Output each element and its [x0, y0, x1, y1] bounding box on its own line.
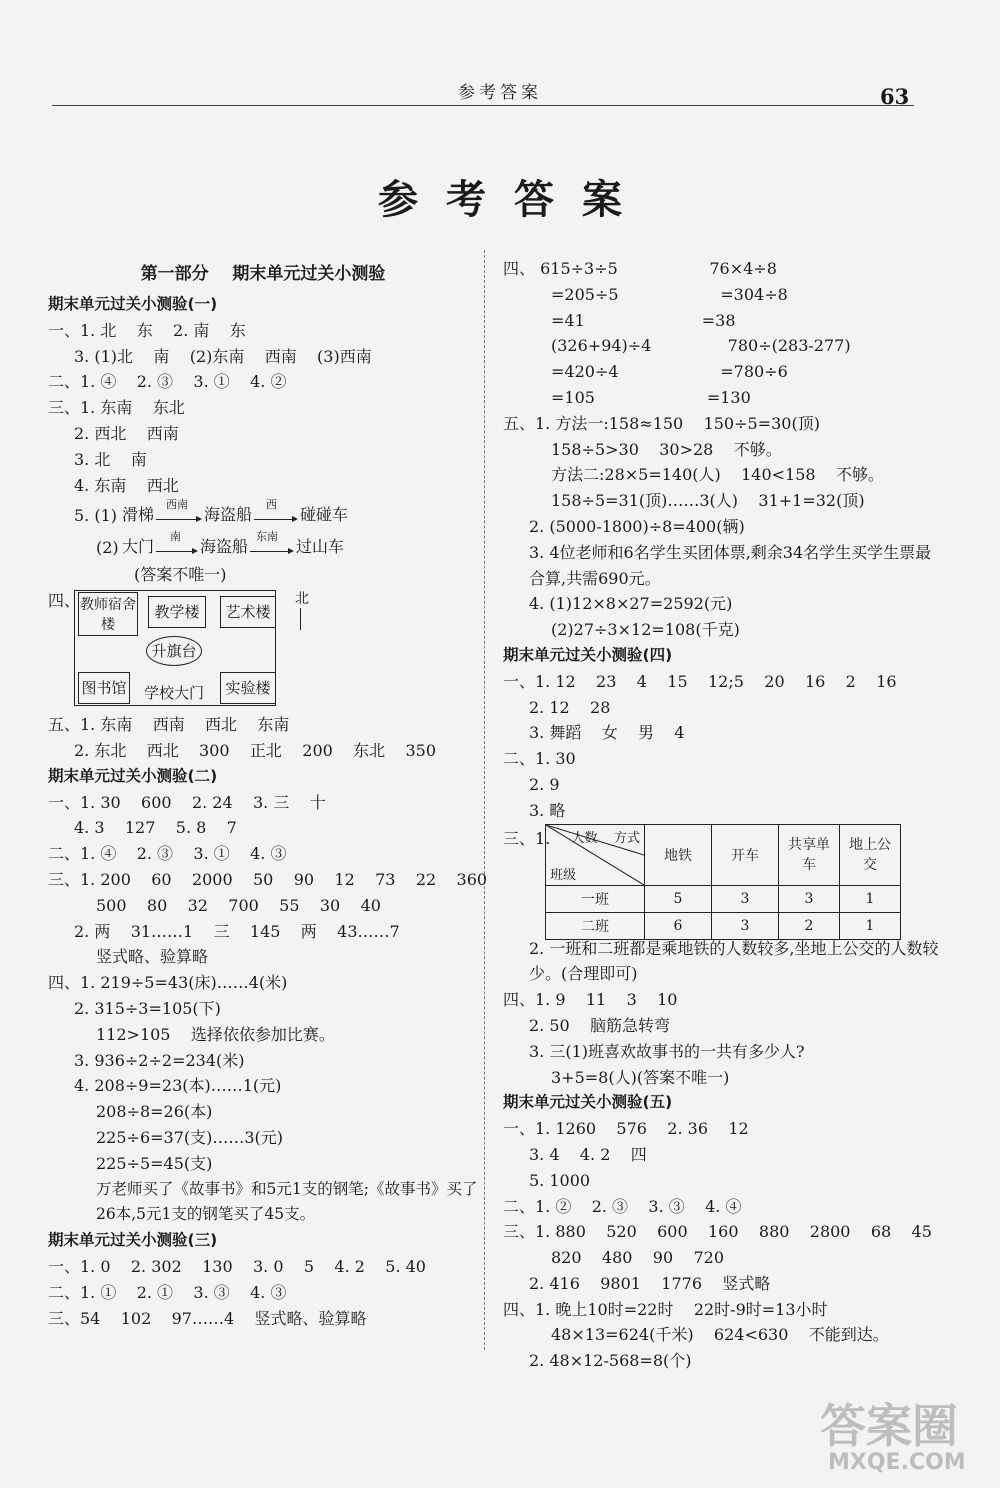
answer-line: 一、1. 30 600 2. 24 3. 三 十 [48, 792, 326, 812]
answer-line: 2. 两 31……1 三 145 两 43……7 [74, 921, 400, 941]
answer-line: 4. (1)12×8×27=2592(元) [529, 594, 733, 614]
watermark-url: MXQE.COM [828, 1450, 966, 1475]
table-cell: 2 [779, 912, 840, 939]
corner-label-top: 人数 方式 [571, 830, 640, 846]
route-direction: 西南 [166, 498, 188, 512]
answer-line: 158÷5>30 30>28 不够。 [551, 439, 782, 459]
answer-line: 三、1. 880 520 600 160 880 2800 68 45 [503, 1222, 932, 1242]
header-title: 参考答案 [458, 83, 542, 103]
answer-line: 2. 50 脑筋急转弯 [529, 1015, 671, 1035]
answer-line: =41 =38 [551, 310, 736, 330]
answer-line: 二、1. ② 2. ③ 3. ③ 4. ④ [503, 1196, 742, 1216]
answer-line: 2. 12 28 [529, 697, 611, 717]
answer-line: 2. 9 [529, 774, 560, 794]
answer-line: 五、1. 方法一:158≈150 150÷5=30(顶) [503, 413, 820, 433]
section-title: 期末单元过关小测验(四) [503, 645, 673, 664]
answer-line: 二、1. ④ 2. ③ 3. ① 4. ② [48, 372, 287, 392]
answer-line: 3. (1)北 南 (2)东南 西南 (3)西南 [74, 346, 372, 366]
answer-line: =420÷4 =780÷6 [551, 362, 788, 382]
answer-line: 48×13=624(千米) 624<630 不能到达。 [551, 1325, 889, 1345]
answer-line: 2. 315÷3=105(下) [74, 998, 221, 1018]
answer-line: 4. 3 127 5. 8 7 [74, 818, 237, 838]
answer-line: 三、1. 东南 东北 [48, 398, 185, 418]
column-divider [484, 250, 485, 1350]
table-cell: 1 [840, 885, 901, 912]
table-header: 地上公交 [840, 824, 901, 885]
north-label: 北 [295, 591, 309, 608]
map-prefix: 四、 [48, 591, 81, 611]
table-header: 地铁 [645, 824, 712, 885]
answer-line: 3+5=8(人)(答案不唯一) [551, 1067, 730, 1087]
answer-line: =105 =130 [551, 387, 751, 407]
table-cell: 1 [840, 912, 901, 939]
library-building: 图书馆 [78, 672, 130, 704]
main-title: 参考答案 [378, 177, 650, 223]
answer-line: 3. 三(1)班喜欢故事书的一共有多少人? [529, 1041, 805, 1061]
answer-line: 四、 615÷3÷5 76×4÷8 [503, 259, 777, 278]
answer-line: 三、1. 200 60 2000 50 90 12 73 22 360 [48, 869, 488, 889]
travel-table-block [503, 824, 943, 936]
page-number: 63 [880, 84, 910, 109]
watermark-logo: 答案圈 [820, 1399, 958, 1453]
answer-line: 2. 东北 西北 300 正北 200 东北 350 [74, 740, 437, 760]
answer-line: 3. 4位老师和6名学生买团体票,剩余34名学生买学生票最合算,共需690元。 [529, 542, 932, 588]
answer-line: 竖式略、验算略 [96, 947, 209, 967]
table-cell: 5 [645, 885, 712, 912]
section-title: 期末单元过关小测验(一) [48, 295, 218, 313]
answer-line: 二、1. 30 [503, 749, 576, 769]
table-cell: 3 [779, 885, 840, 912]
answer-line: (326+94)÷4 780÷(283-277) [551, 336, 851, 356]
answer-line: 3. 936÷2÷2=234(米) [74, 1050, 245, 1070]
route-point: 碰碰车 [300, 505, 349, 525]
answer-line: 112>105 选择依依参加比赛。 [96, 1024, 335, 1044]
left-column [48, 256, 488, 1331]
answer-line: 2. (5000-1800)÷8=400(辆) [529, 516, 745, 536]
answer-line: (2)27÷3×12=108(千克) [551, 620, 740, 640]
campus-map [48, 588, 478, 712]
answer-line: 2. 48×12-568=8(个) [529, 1351, 692, 1371]
answer-line: 3. 略 [529, 800, 566, 820]
answer-line: 3. 舞蹈 女 男 4 [529, 723, 685, 743]
teacher-dorm-building: 教师宿舍楼 [78, 592, 138, 636]
answer-line: 2. 西北 西南 [74, 423, 179, 443]
answer-line: 208÷8=26(本) [96, 1102, 213, 1122]
answer-line: 2. 一班和二班都是乘地铁的人数较多,坐地上公交的人数较少。(合理即可) [529, 938, 939, 984]
answer-note: (答案不唯一) [134, 565, 227, 585]
route-prefix: (2) [96, 538, 119, 558]
answer-line: 方法二:28×5=140(人) 140<158 不够。 [551, 465, 884, 485]
north-arrow-icon [300, 608, 301, 630]
table-header: 开车 [712, 824, 779, 885]
teaching-building: 教学楼 [148, 596, 206, 628]
answer-line: 4. 东南 西北 [74, 475, 179, 495]
flag-platform: 升旗台 [146, 636, 202, 666]
answer-line: 四、1. 219÷5=43(床)……4(米) [48, 973, 288, 993]
section-title: 期末单元过关小测验(五) [503, 1093, 673, 1112]
answer-line: 4. 208÷9=23(本)……1(元) [74, 1076, 282, 1096]
arrow-icon [156, 519, 200, 520]
section-title: 期末单元过关小测验(三) [48, 1231, 218, 1250]
route-point: 海盗船 [204, 505, 253, 525]
header-rule [52, 105, 914, 106]
answer-line: =205÷5 =304÷8 [551, 284, 788, 304]
answer-line: 二、1. ④ 2. ③ 3. ① 4. ③ [48, 844, 287, 864]
answer-line: 2. 416 9801 1776 竖式略 [529, 1273, 771, 1293]
table-cell: 3 [712, 885, 779, 912]
table-cell: 一班 [546, 885, 645, 912]
answer-line: 二、1. ① 2. ① 3. ③ 4. ③ [48, 1282, 287, 1302]
arrow-icon [254, 519, 296, 520]
answer-line: 万老师买了《故事书》和5元1支的钢笔;《故事书》买了26本,5元1支的钢笔买了45支。 [96, 1179, 478, 1224]
answer-line: 5. 1000 [529, 1170, 591, 1190]
table-row [546, 885, 901, 912]
arrow-icon [156, 551, 196, 552]
part-heading: 第一部分 期末单元过关小测验 [140, 264, 386, 284]
table-header-row [546, 824, 901, 885]
right-column [503, 256, 943, 1374]
answer-line: 158÷5=31(顶)……3(人) 31+1=32(顶) [551, 491, 865, 511]
table-corner-cell [546, 824, 645, 885]
answer-line: 一、1. 1260 576 2. 36 12 [503, 1119, 749, 1139]
table-cell: 6 [645, 912, 712, 939]
answer-line: 一、1. 北 东 2. 南 东 [48, 320, 246, 340]
route-diagram [48, 498, 478, 530]
route-direction: 南 [170, 530, 181, 544]
answer-line: 500 80 32 700 55 30 40 [96, 895, 381, 915]
answer-line: 225÷6=37(支)……3(元) [96, 1127, 284, 1147]
arrow-icon [250, 551, 292, 552]
table-prefix: 三、1. [503, 828, 551, 848]
lab-building: 实验楼 [220, 672, 276, 704]
answer-line: 820 480 90 720 [551, 1248, 725, 1268]
route-diagram [48, 530, 478, 562]
answer-line: 225÷5=45(支) [96, 1153, 213, 1173]
table-header: 共享单车 [779, 824, 840, 885]
table-cell: 3 [712, 912, 779, 939]
route-direction: 西 [266, 498, 277, 512]
table-row [546, 912, 901, 939]
travel-table [545, 824, 901, 940]
route-point: 海盗船 [200, 537, 249, 557]
answer-line: 3. 4 4. 2 四 [529, 1144, 647, 1164]
answer-line: 四、1. 9 11 3 10 [503, 990, 678, 1010]
answer-line: 3. 北 南 [74, 449, 147, 469]
route-point: 滑梯 [122, 505, 155, 525]
answer-line: 三、54 102 97……4 竖式略、验算略 [48, 1308, 367, 1328]
answer-line: 五、1. 东南 西南 西北 东南 [48, 715, 290, 735]
answer-line: 一、1. 0 2. 302 130 3. 0 5 4. 2 5. 40 [48, 1256, 426, 1276]
route-direction: 东南 [256, 530, 278, 544]
section-title: 期末单元过关小测验(二) [48, 766, 218, 785]
answer-line: 一、1. 12 23 4 15 12;5 20 16 2 16 [503, 671, 897, 691]
route-prefix: 5. (1) [74, 506, 118, 526]
route-point: 过山车 [296, 537, 345, 557]
answer-line: 四、1. 晚上10时=22时 22时-9时=13小时 [503, 1299, 828, 1319]
school-gate: 学校大门 [144, 684, 205, 703]
table-cell: 二班 [546, 912, 645, 939]
art-building: 艺术楼 [220, 596, 276, 628]
corner-label-bottom: 班级 [550, 867, 577, 883]
route-point: 大门 [122, 537, 155, 557]
